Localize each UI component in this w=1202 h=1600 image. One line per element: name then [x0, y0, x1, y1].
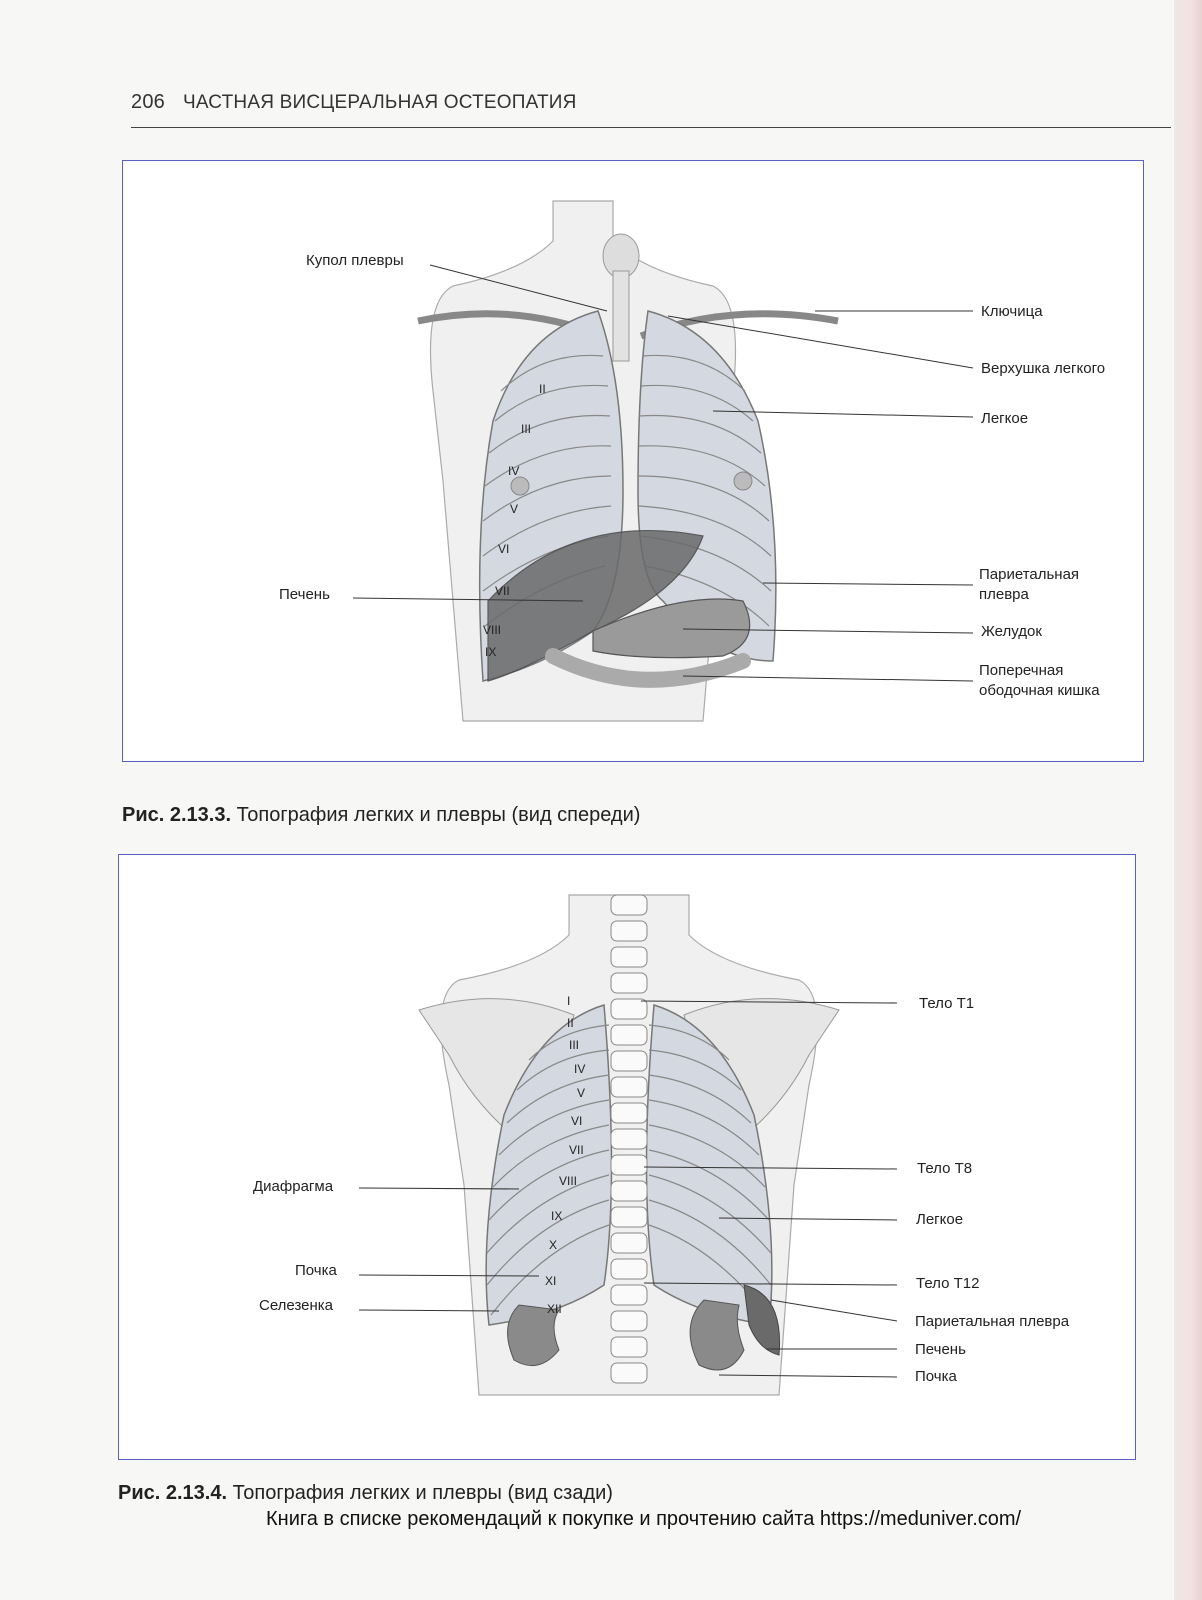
- label-kupol-plevry: Купол плевры: [306, 252, 404, 269]
- rib-numeral: VIII: [559, 1174, 578, 1188]
- rib-numeral: XI: [545, 1274, 557, 1288]
- label-verhushka-legkogo: Верхушка легкого: [981, 360, 1106, 377]
- back-view-illustration: [119, 855, 1135, 1459]
- label-telo-t8: Тело Т8: [917, 1160, 973, 1177]
- caption-text: Топография легких и плевры (вид сзади): [232, 1482, 613, 1504]
- label-kishka-line1: Поперечная: [979, 662, 1064, 679]
- footer-note: Книга в списке рекомендаций к покупке и прочтению сайта https://meduniver.com/: [266, 1508, 1022, 1530]
- rib-numeral: II: [567, 1016, 574, 1030]
- rib-numeral: III: [521, 422, 532, 436]
- header-rule: [131, 127, 1171, 128]
- running-title: ЧАСТНАЯ ВИСЦЕРАЛЬНАЯ ОСТЕОПАТИЯ: [182, 92, 577, 113]
- caption-number: Рис. 2.13.4.: [118, 1482, 228, 1504]
- figure-front-frame: [122, 160, 1144, 762]
- rib-numeral: VII: [569, 1143, 584, 1157]
- label-telo-t12: Тело Т12: [916, 1275, 980, 1292]
- rib-numeral: V: [510, 502, 519, 516]
- label-pechen: Печень: [915, 1341, 966, 1358]
- label-pochka-left: Почка: [295, 1262, 337, 1279]
- rib-numeral: III: [569, 1038, 580, 1052]
- label-selezenka: Селезенка: [259, 1297, 334, 1314]
- label-zheludok: Желудок: [981, 623, 1042, 640]
- rib-numeral: V: [577, 1086, 586, 1100]
- rib-numeral: IV: [508, 464, 520, 478]
- label-parietal-line1: Париетальная: [979, 566, 1080, 583]
- label-pechen: Печень: [279, 586, 330, 603]
- figure-back-caption: [118, 1482, 613, 1505]
- rib-numeral: VIII: [483, 623, 502, 637]
- running-head: [131, 91, 577, 114]
- label-klyuchica: Ключица: [981, 303, 1043, 320]
- caption-number: Рис. 2.13.3.: [122, 804, 232, 826]
- rib-numeral: I: [567, 994, 571, 1008]
- rib-numeral: XII: [547, 1302, 562, 1316]
- label-parietalnaya-plevra: Париетальная плевра: [915, 1313, 1070, 1330]
- label-diafragma: Диафрагма: [253, 1178, 334, 1195]
- page-edge: [1174, 0, 1202, 1600]
- rib-numeral: II: [539, 382, 546, 396]
- rib-numeral: VI: [498, 542, 510, 556]
- rib-numeral: VII: [495, 584, 510, 598]
- figure-back-frame: [118, 854, 1136, 1460]
- rib-numeral: IX: [551, 1209, 563, 1223]
- label-legkoe: Легкое: [981, 410, 1029, 427]
- label-pochka-right: Почка: [915, 1368, 957, 1385]
- figure-front-caption: [122, 804, 640, 827]
- label-kishka-line2: ободочная кишка: [979, 682, 1100, 699]
- rib-numeral: IX: [485, 645, 497, 659]
- label-legkoe: Легкое: [916, 1211, 964, 1228]
- rib-numeral: VI: [571, 1114, 583, 1128]
- caption-text: Топография легких и плевры (вид спереди): [236, 804, 641, 826]
- label-telo-t1: Тело Т1: [919, 995, 975, 1012]
- rib-numeral: X: [549, 1238, 558, 1252]
- label-parietal-line2: плевра: [979, 586, 1029, 603]
- page-number: 206: [131, 91, 165, 113]
- rib-numeral: IV: [574, 1062, 586, 1076]
